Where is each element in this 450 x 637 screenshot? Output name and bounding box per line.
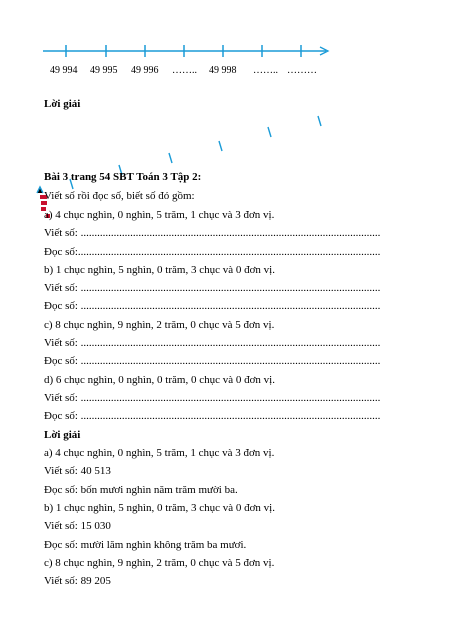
number-line (43, 45, 328, 57)
exercise-line: a) 4 chục nghìn, 0 nghìn, 5 trăm, 1 chục và 3 đơn vị. (44, 209, 275, 221)
answer-line: Đọc số: mười lăm nghìn không trăm ba mươi. (44, 539, 247, 551)
number-line-label: …….. (253, 65, 278, 76)
answer-line: Viết số: 40 513 (44, 465, 111, 477)
number-line-label: 49 995 (90, 65, 118, 76)
number-line-label: 49 996 (131, 65, 159, 76)
exercise-line: Viết số: ............................................................................................................. (44, 282, 381, 294)
solution-heading: Lời giải (44, 98, 81, 110)
answer-line: a) 4 chục nghìn, 0 nghìn, 5 trăm, 1 chục và 3 đơn vị. (44, 447, 275, 459)
exercise-line: d) 6 chục nghìn, 0 nghìn, 0 trăm, 0 chục và 0 đơn vị. (44, 374, 275, 386)
exercise-line: Đọc số: ............................................................................................................. (44, 410, 381, 422)
exercise-line: Viết số: ............................................................................................................. (44, 337, 381, 349)
exercise-line: c) 8 chục nghìn, 9 nghìn, 2 trăm, 0 chục và 5 đơn vị. (44, 319, 275, 331)
answer-heading: Lời giải (44, 429, 81, 441)
exercise-title: Bài 3 trang 54 SBT Toán 3 Tập 2: (44, 171, 202, 183)
number-line-label: 49 998 (209, 65, 237, 76)
exercise-line: Viết số: ............................................................................................................. (44, 392, 381, 404)
exercise-line: Đọc số:.............................................................................................................. (44, 246, 381, 258)
answer-line: Viết số: 89 205 (44, 575, 111, 587)
exercise-line: Viết số: ............................................................................................................. (44, 227, 381, 239)
answer-line: Đọc số: bốn mươi nghìn năm trăm mười ba. (44, 484, 238, 496)
exercise-line: Đọc số: ............................................................................................................. (44, 355, 381, 367)
number-line-label: ……… (287, 65, 317, 76)
number-line-label: 49 994 (50, 65, 78, 76)
exercise-line: b) 1 chục nghìn, 5 nghìn, 0 trăm, 3 chục và 0 đơn vị. (44, 264, 275, 276)
answer-line: c) 8 chục nghìn, 9 nghìn, 2 trăm, 0 chục và 5 đơn vị. (44, 557, 275, 569)
answer-line: Viết số: 15 030 (44, 520, 111, 532)
answer-line: b) 1 chục nghìn, 5 nghìn, 0 trăm, 3 chục và 0 đơn vị. (44, 502, 275, 514)
exercise-line: Đọc số: ............................................................................................................. (44, 300, 381, 312)
number-line-label: …….. (172, 65, 197, 76)
exercise-instruction: Viết số rồi đọc số, biết số đó gồm: (44, 190, 195, 202)
